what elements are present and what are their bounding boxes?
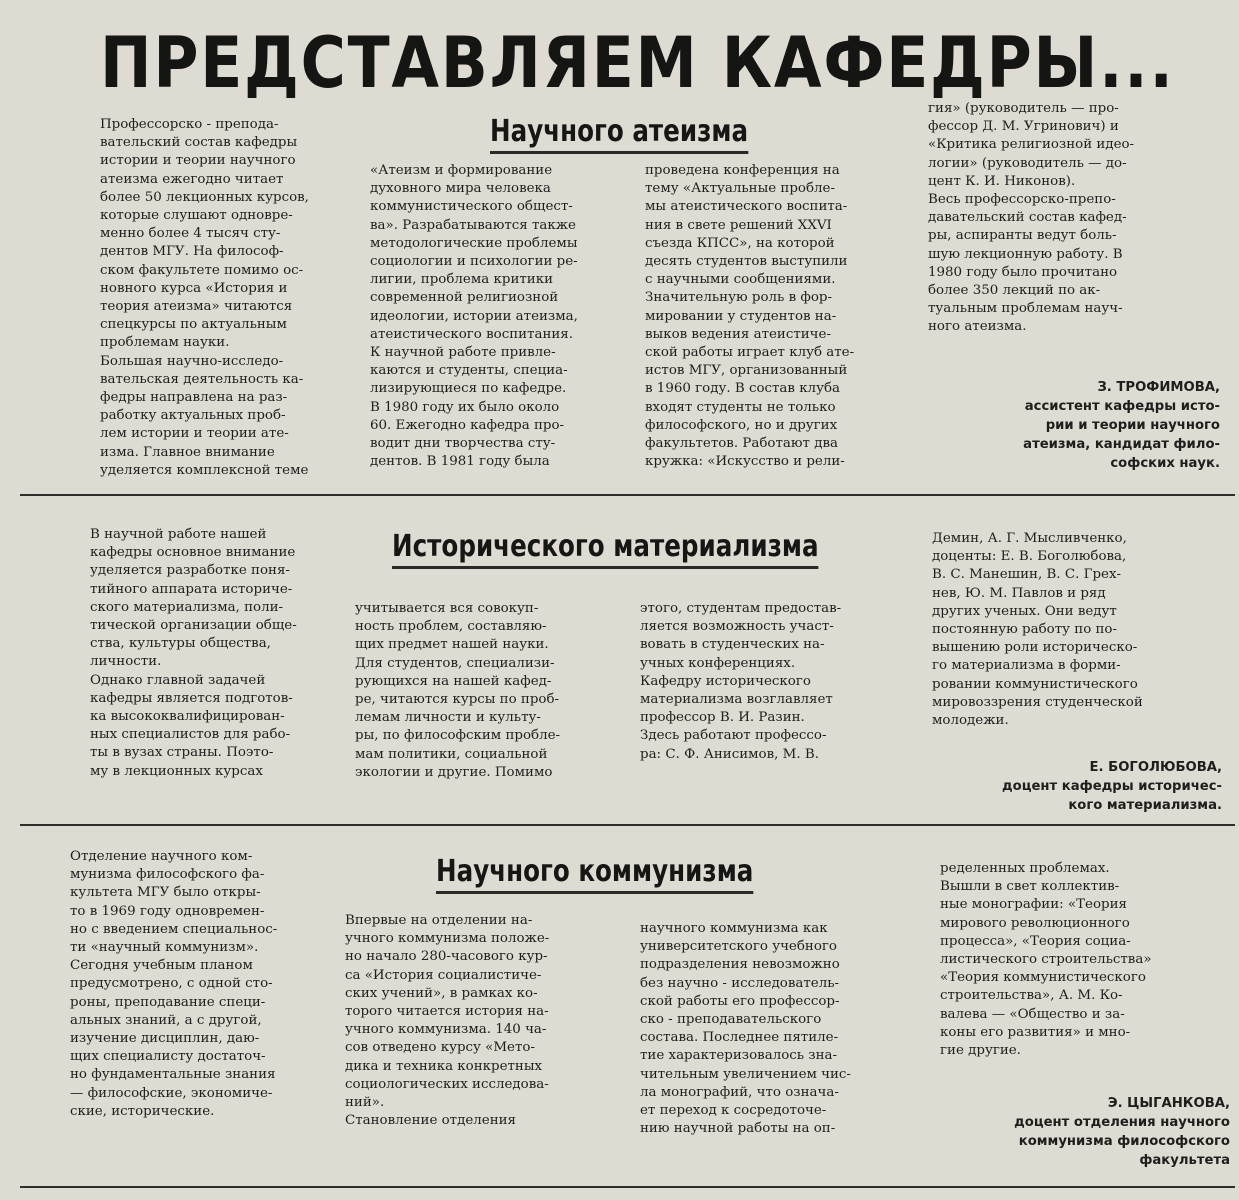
section-histmat-col4: Демин, А. Г. Мысливченко, доценты: Е. В. Боголюбова, В. С. Манешин, В. С. Грех- нев, Ю. М. Павлов и ряд других ученых. Они ведут постоянную работу по по- вышению роли историческо- го материализма в форми- ровании коммунистического мировоззрения студенческой молодежи. xyxy=(932,531,1143,729)
section-title-scientific-communism xyxy=(436,852,753,892)
section-atheism-col3: проведена конференция на тему «Актуальные пробле- мы атеистического воспита- ния в свете решений XXVI съезда КПСС», на которой десять студентов выступили с научными сообщениями. Значительную роль в фор- мировании у студентов на- выков ведения атеистиче- ской работы играет клуб ате- истов МГУ, организованный в 1960 году. В состав клуба входят студенты не только философского, но и других факультетов. Работают два кружка: «Искусство и рели- xyxy=(645,163,855,470)
section-communism-col3: научного коммунизма как университетского учебного подразделения невозможно без научно - исследователь- ской работы его профессор- ско - преподавательского состава. Последнее пятиле- тие характеризовалось зна- чительным увеличением чис- ла монографий, что означа- ет переход к сосредоточе- нию научной работы на оп- xyxy=(640,921,851,1137)
signature-trofimova: З. ТРОФИМОВА, ассистент кафедры исто- рии и теории научного атеизма, кандидат фило- софских наук. xyxy=(1023,380,1220,471)
section-divider xyxy=(20,824,1235,826)
signature-tsygankova: Э. ЦЫГАНКОВА, доцент отделения научного коммунизма философского факультета xyxy=(1014,1096,1230,1168)
section-title-text: Научного коммунизма xyxy=(436,854,753,894)
signature-bogolyubova: Е. БОГОЛЮБОВА, доцент кафедры историчес- кого материализма. xyxy=(1002,760,1222,813)
section-title-text: Научного атеизма xyxy=(490,114,748,154)
section-divider xyxy=(20,494,1235,496)
section-atheism-col2: «Атеизм и формирование духовного мира человека коммунистического общест- ва». Разрабатываются также методологические проблемы социологии и психологии ре- лигии, проблема критики современной религиозной идеологии, истории атеизма, атеистического воспитания. К научной работе привле- каются и студенты, специа- лизирующиеся по кафедре. В 1980 году их было около 60. Ежегодно кафедра про- водит дни творчества сту- дентов. В 1981 году была xyxy=(370,163,578,470)
page-headline: ПРЕДСТАВЛЯЕМ КАФЕДРЫ... xyxy=(100,22,1175,104)
section-histmat-col1: В научной работе нашей кафедры основное внимание уделяется разработке поня- тийного аппарата историче- ского материализма, поли- тической организации обще- ства, культуры общества, личности. Однако главной задачей кафедры является подготов- ка высококвалифицирован- ных специалистов для рабо- ты в вузах страны. Поэто- му в лекционных курсах xyxy=(90,527,297,779)
section-title-text: Исторического материализма xyxy=(392,529,819,569)
section-divider xyxy=(20,1186,1235,1188)
section-atheism-col1: Профессорско - препода- вательский состав кафедры истории и теории научного атеизма ежегодно читает более 50 лекционных курсов, которые слушают одновре- менно более 4 тысяч сту- дентов МГУ. На философ- ском факультете помимо ос- новного курса «История и теория атеизма» читаются спецкурсы по актуальным проблемам науки. Большая научно-исследо- вательская деятельность ка- федры направлена на раз- работку актуальных проб- лем истории и теории ате- изма. Главное внимание уделяется комплексной теме xyxy=(100,117,309,478)
section-title-historical-materialism xyxy=(392,527,819,567)
section-histmat-col3: этого, студентам предостав- ляется возможность участ- вовать в студенческих на- учных конференциях. Кафедру исторического материализма возглавляет профессор В. И. Разин. Здесь работают профессо- ра: С. Ф. Анисимов, М. В. xyxy=(640,601,842,762)
section-communism-col1: Отделение научного ком- мунизма философского фа- культета МГУ было откры- то в 1969 году одновремен- но с введением специальнос- ти «научный коммунизм». Сегодня учебным планом предусмотрено, с одной сто- роны, преподавание специ- альных знаний, а с другой, изучение дисциплин, даю- щих специалисту достаточ- но фундаментальные знания — философские, экономиче- ские, исторические. xyxy=(70,849,278,1119)
section-title-atheism xyxy=(490,112,748,152)
section-atheism-col4: гия» (руководитель — про- фессор Д. М. Угринович) и «Критика религиозной идео- логии» (руководитель — до- цент К. И. Никонов). Весь профессорско-препо- давательский состав кафед- ры, аспиранты ведут боль- шую лекционную работу. В 1980 году было прочитано более 350 лекций по ак- туальным проблемам науч- ного атеизма. xyxy=(928,101,1135,335)
section-communism-col2: Впервые на отделении на- учного коммунизма положе- но начало 280-часового кур- са «История социалистиче- ских учений», в рамках ко- торого читается история на- учного коммунизма. 140 ча- сов отведено курсу «Мето- дика и техника конкретных социологических исследова- ний». Становление отделения xyxy=(345,913,550,1129)
section-histmat-col2: учитывается вся совокуп- ность проблем, составляю- щих предмет нашей науки. Для студентов, специализи- рующихся на нашей кафед- ре, читаются курсы по проб- лемам личности и культу- ры, по философским пробле- мам политики, социальной экологии и другие. Помимо xyxy=(355,601,561,780)
section-communism-col4: ределенных проблемах. Вышли в свет коллектив- ные монографии: «Теория мирового революционного процесса», «Теория социа- листического строительства» «Теория коммунистического строительства», А. М. Ко- валева — «Общество и за- коны его развития» и мно- гие другие. xyxy=(940,861,1152,1059)
